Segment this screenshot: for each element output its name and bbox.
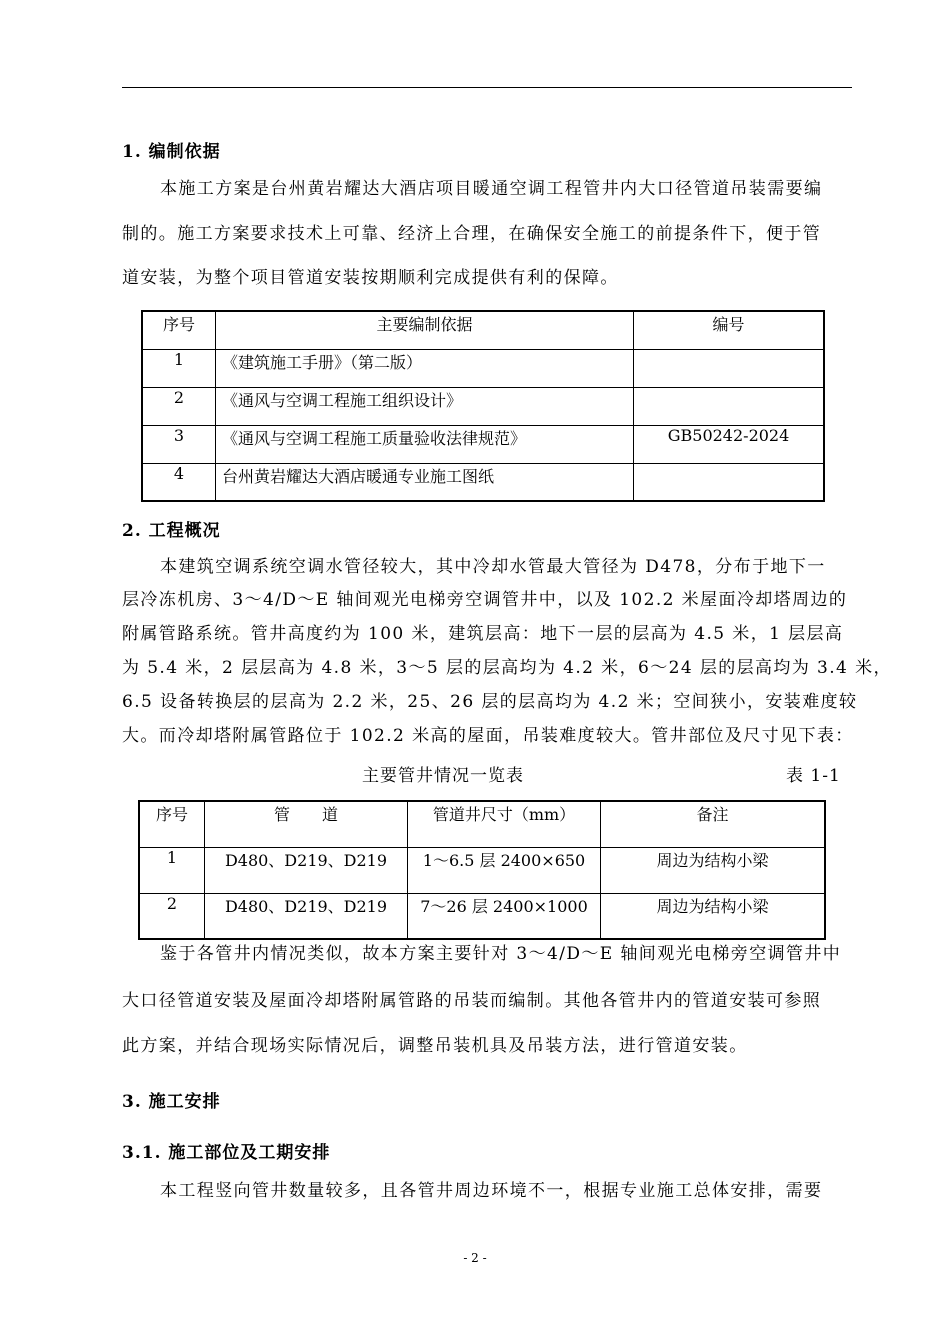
table-row	[142, 425, 824, 463]
table-cell	[634, 349, 825, 387]
table-cell: 2	[139, 893, 205, 939]
section-2-heading: 2. 工程概况	[122, 521, 221, 541]
section-3-1-heading: 3.1. 施工部位及工期安排	[122, 1143, 331, 1163]
table-row	[142, 463, 824, 501]
table-number: 表 1-1	[786, 766, 841, 786]
table-row	[142, 387, 824, 425]
table-cell: 3	[142, 425, 216, 463]
table-cell	[634, 463, 825, 501]
table-cell: 4	[142, 463, 216, 501]
section-2-para-line-6: 大。而冷却塔附属管路位于 102.2 米高的屋面，吊装难度较大。管井部位及尺寸见下表：	[122, 726, 854, 746]
section-2-para2-line-3: 此方案，并结合现场实际情况后，调整吊装机具及吊装方法，进行管道安装。	[122, 1036, 748, 1056]
header-rule	[122, 87, 852, 88]
table-cell: 2	[142, 387, 216, 425]
section-1-heading: 1. 编制依据	[122, 142, 221, 162]
table-cell: 《通风与空调工程施工组织设计》	[216, 387, 634, 425]
section-1-para-line-2: 制的。施工方案要求技术上可靠、经济上合理，在确保安全施工的前提条件下，便于管	[122, 224, 822, 244]
table-cell: 1	[139, 847, 205, 893]
table-cell: 7～26 层 2400×1000	[408, 893, 601, 939]
table-header-cell: 管 道	[205, 801, 408, 847]
basis-table	[141, 310, 825, 502]
table-row	[139, 847, 825, 893]
section-2-para-line-4: 为 5.4 米，2 层层高为 4.8 米，3～5 层的层高均为 4.2 米，6～24 层的层高均为 3.4 米，	[122, 658, 892, 678]
table-header-row	[142, 311, 824, 349]
table-cell: 周边为结构小梁	[601, 893, 826, 939]
table-cell: D480、D219、D219	[205, 847, 408, 893]
section-2-para2-line-1: 鉴于各管井内情况类似，故本方案主要针对 3～4/D～E 轴间观光电梯旁空调管井中	[160, 944, 842, 964]
section-1-para-line-1: 本施工方案是台州黄岩耀达大酒店项目暖通空调工程管井内大口径管道吊装需要编	[160, 179, 823, 199]
table-header-cell: 编号	[634, 311, 825, 349]
table-row	[139, 893, 825, 939]
shaft-table	[138, 800, 826, 940]
table-header-cell: 主要编制依据	[216, 311, 634, 349]
table-cell: 1	[142, 349, 216, 387]
table-header-cell: 序号	[139, 801, 205, 847]
page-number: - 2 -	[463, 1251, 487, 1265]
section-2-para-line-3: 附属管路系统。管井高度约为 100 米，建筑层高：地下一层的层高为 4.5 米，1 层层高	[122, 624, 844, 644]
section-3-para-line-1: 本工程竖向管井数量较多，且各管井周边环境不一，根据专业施工总体安排，需要	[160, 1181, 823, 1201]
section-2-para2-line-2: 大口径管道安装及屋面冷却塔附属管路的吊装而编制。其他各管井内的管道安装可参照	[122, 991, 822, 1011]
section-3-heading: 3. 施工安排	[122, 1092, 221, 1112]
table-cell	[634, 387, 825, 425]
section-2-para-line-2: 层冷冻机房、3～4/D～E 轴间观光电梯旁空调管井中，以及 102.2 米屋面冷却塔周边的	[122, 590, 848, 610]
table-cell: 1～6.5 层 2400×650	[408, 847, 601, 893]
table-header-cell: 序号	[142, 311, 216, 349]
table-cell: 《通风与空调工程施工质量验收法律规范》	[216, 425, 634, 463]
table-row	[142, 349, 824, 387]
section-1-para-line-3: 道安装，为整个项目管道安装按期顺利完成提供有利的保障。	[122, 268, 619, 288]
table-cell: GB50242-2024	[634, 425, 825, 463]
table-header-cell: 备注	[601, 801, 826, 847]
table-cell: 台州黄岩耀达大酒店暖通专业施工图纸	[216, 463, 634, 501]
table-cell: 《建筑施工手册》（第二版）	[216, 349, 634, 387]
table-header-cell: 管道井尺寸（mm）	[408, 801, 601, 847]
table-caption: 主要管井情况一览表	[362, 766, 524, 786]
section-2-para-line-5: 6.5 设备转换层的层高为 2.2 米，25、26 层的层高均为 4.2 米；空间狭小，安装难度较	[122, 692, 858, 712]
section-2-para-line-1: 本建筑空调系统空调水管径较大，其中冷却水管最大管径为 D478，分布于地下一	[160, 557, 826, 577]
table-cell: D480、D219、D219	[205, 893, 408, 939]
table-cell: 周边为结构小梁	[601, 847, 826, 893]
table-header-row	[139, 801, 825, 847]
